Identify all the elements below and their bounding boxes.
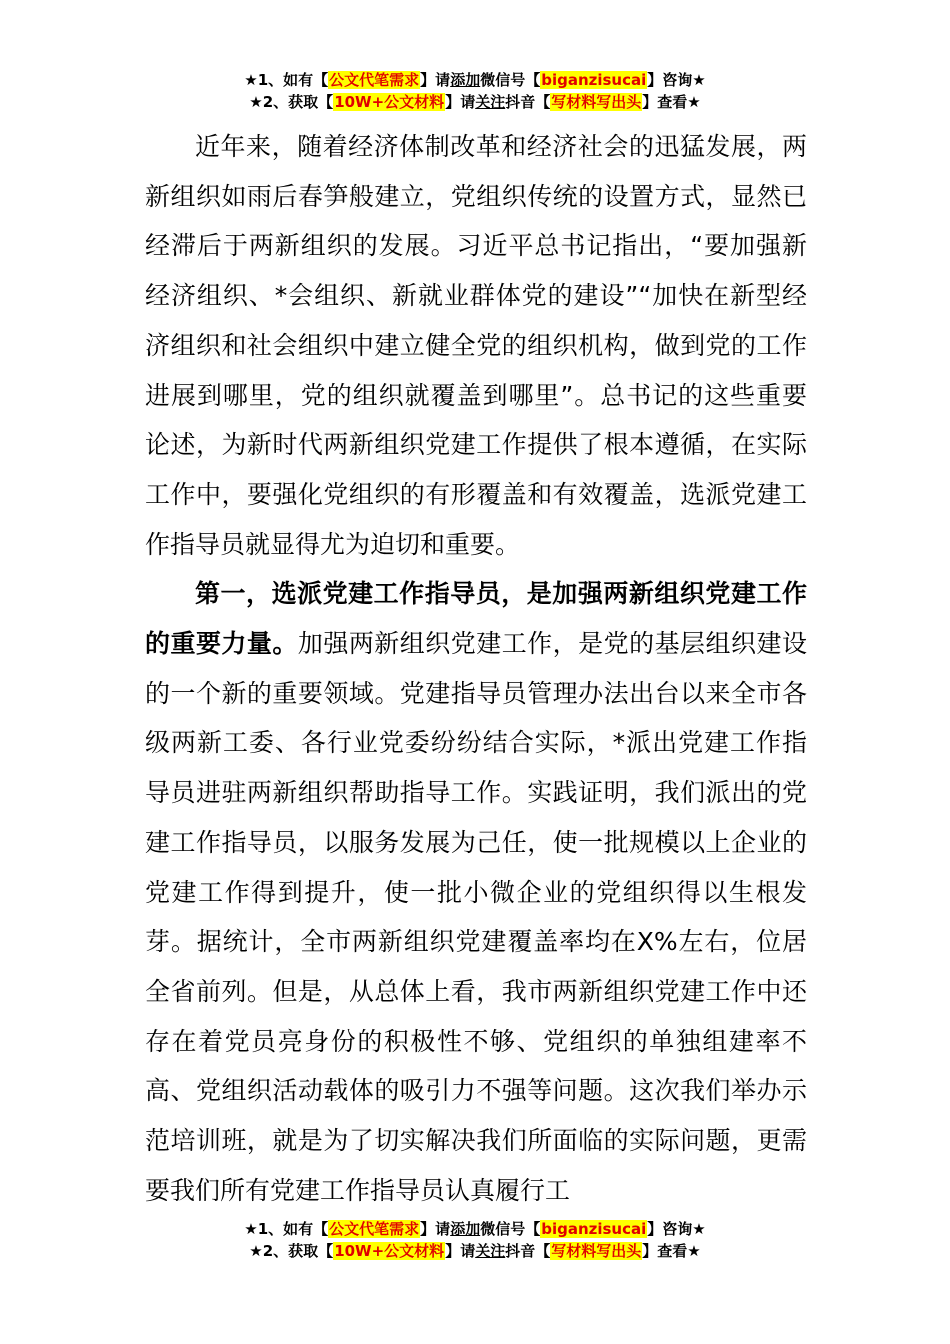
banner-line-1 (0, 69, 950, 91)
banner-text: 】请 (420, 71, 451, 89)
paragraph-1: 近年来，随着经济体制改革和经济社会的迅猛发展，两新组织如雨后春笋般建立，党组织传统的设置方式，显然已经滞后于两新组织的发展。习近平总书记指出，“要加强新经济组织、*会组织、新就业群体党的建设”“加快在新型经济组织和社会组织中建立健全党的组织机构，做到党的工作进展到哪里，党的组织就覆盖到哪里”。总书记的这些重要论述，为新时代两新组织党建工作提供了根本遵循，在实际工作中，要强化党组织的有形覆盖和有效覆盖，选派党建工作指导员就显得尤为迫切和重要。 (145, 132, 807, 559)
footer-banner (0, 1218, 950, 1262)
banner-highlight: 写材料写出头 (551, 93, 642, 111)
paragraph-lead-bold: 第一，选派党建工作指导员，是加强两新组织党建工作的重要力量。 (145, 579, 807, 659)
paragraph-2 (145, 569, 807, 1215)
banner-text: ★2、获取【 (249, 93, 334, 111)
banner-underlined-text: 添加 (450, 71, 481, 89)
banner-text: 微信号【 (480, 1220, 541, 1238)
banner-text: 抖音【 (505, 1242, 551, 1260)
banner-text: 】查看★ (642, 1242, 701, 1260)
header-banner (0, 69, 950, 113)
banner-text: ★1、如有【 (244, 1220, 329, 1238)
banner-highlight: 10W+公文材料 (334, 1242, 445, 1260)
banner-line-2 (0, 1240, 950, 1262)
banner-line-2 (0, 91, 950, 113)
banner-highlight: 公文代笔需求 (329, 71, 420, 89)
banner-highlight: biganzisucai (541, 71, 647, 89)
banner-text: ★1、如有【 (244, 71, 329, 89)
banner-text: 】请 (445, 93, 476, 111)
banner-underlined-text: 添加 (450, 1220, 481, 1238)
banner-text: 】咨询★ (647, 1220, 706, 1238)
banner-line-1 (0, 1218, 950, 1240)
banner-underlined-text: 关注 (475, 1242, 506, 1260)
banner-text: 抖音【 (505, 93, 551, 111)
document-body (145, 122, 807, 1215)
banner-highlight: 10W+公文材料 (334, 93, 445, 111)
banner-highlight: biganzisucai (541, 1220, 647, 1238)
banner-underlined-text: 关注 (475, 93, 506, 111)
banner-text: 】查看★ (642, 93, 701, 111)
banner-text: 】请 (445, 1242, 476, 1260)
banner-highlight: 写材料写出头 (551, 1242, 642, 1260)
banner-text: 】咨询★ (647, 71, 706, 89)
paragraph-2-text: 加强两新组织党建工作，是党的基层组织建设的一个新的重要领域。党建指导员管理办法出台以来全市各级两新工委、各行业党委纷纷结合实际，*派出党建工作指导员进驻两新组织帮助指导工作。实践证明，我们派出的党建工作指导员，以服务发展为己任，使一批规模以上企业的党建工作得到提升，使一批小微企业的党组织得以生根发芽。据统计，全市两新组织党建覆盖率均在X%左右，位居全省前列。但是，从总体上看，我市两新组织党建工作中还存在着党员亮身份的积极性不够、党组织的单独组建率不高、党组织活动载体的吸引力不强等问题。这次我们举办示范培训班，就是为了切实解决我们所面临的实际问题，更需要我们所有党建工作指导员认真履行工 (145, 629, 807, 1205)
banner-text: 微信号【 (480, 71, 541, 89)
banner-text: ★2、获取【 (249, 1242, 334, 1260)
banner-text: 】请 (420, 1220, 451, 1238)
banner-highlight: 公文代笔需求 (329, 1220, 420, 1238)
